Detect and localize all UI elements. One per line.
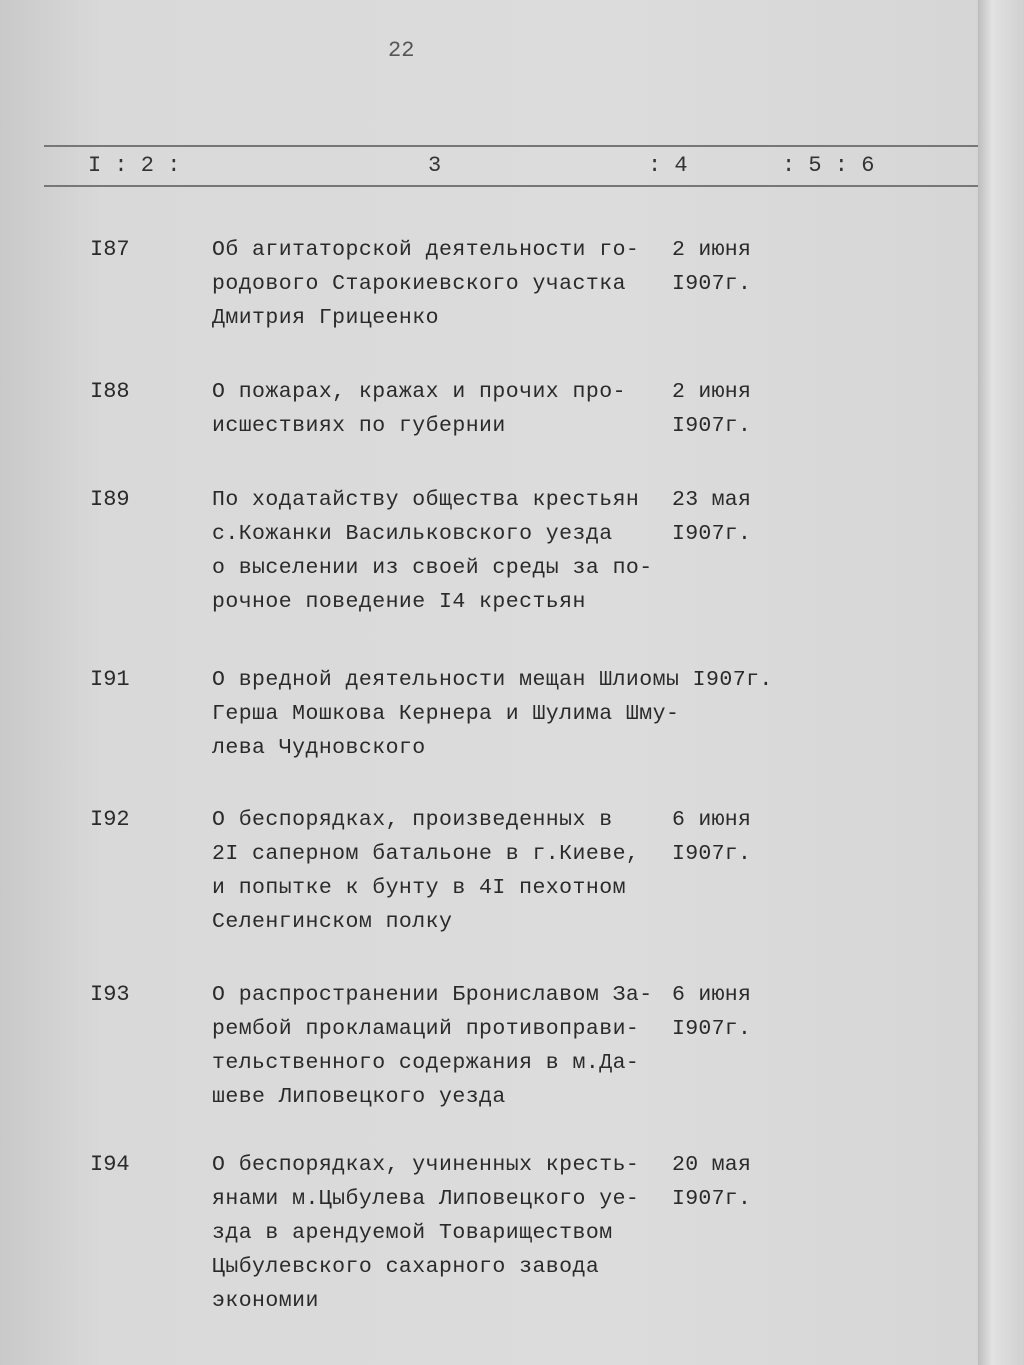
entry-description	[212, 375, 626, 443]
description-line: Дмитрия Грицеенко	[212, 306, 439, 330]
header-col-4: : 4	[648, 153, 688, 178]
description-line: зда в арендуемой Товариществом	[212, 1221, 613, 1245]
entry-date	[672, 233, 751, 301]
entry-number: I94	[90, 1152, 130, 1177]
header-rule-bottom	[44, 185, 978, 187]
description-line: Селенгинском полку	[212, 910, 453, 934]
entry-number: I89	[90, 487, 130, 512]
entry-description	[212, 663, 773, 765]
date-line: I907г.	[672, 522, 752, 546]
date-line: I907г.	[672, 272, 752, 296]
entry-date	[672, 978, 751, 1046]
description-line: тельственного содержания в м.Да-	[212, 1051, 640, 1075]
description-line: рочное поведение I4 крестьян	[212, 590, 586, 614]
entry-description	[212, 233, 639, 335]
description-line: о выселении из своей среды за по-	[212, 556, 653, 580]
description-line: О распространении Брониславом За-	[212, 983, 653, 1007]
date-line: 2 июня	[672, 380, 752, 404]
page-number: 22	[388, 38, 415, 63]
page-edge-shadow	[978, 0, 1024, 1365]
description-line: О вредной деятельности мещан Шлиомы I907г.	[212, 668, 773, 692]
date-line: I907г.	[672, 1017, 752, 1041]
description-line: О пожарах, кражах и прочих про-	[212, 380, 626, 404]
description-line: и попытке к бунту в 4I пехотном	[212, 876, 626, 900]
entry-number: I93	[90, 982, 130, 1007]
description-line: О беспорядках, учиненных кресть-	[212, 1153, 640, 1177]
header-col-3: 3	[428, 153, 442, 178]
description-line: Герша Мошкова Кернера и Шулима Шму-	[212, 702, 680, 726]
description-line: рембой прокламаций противоправи-	[212, 1017, 640, 1041]
entry-number: I91	[90, 667, 130, 692]
description-line: экономии	[212, 1289, 319, 1313]
entry-date	[672, 483, 751, 551]
description-line: с.Кожанки Васильковского уезда	[212, 522, 613, 546]
entry-description	[212, 1148, 639, 1318]
description-line: 2I саперном батальоне в г.Киеве,	[212, 842, 640, 866]
entry-date	[672, 375, 751, 443]
entry-description	[212, 803, 639, 939]
description-line: родового Старокиевского участка	[212, 272, 626, 296]
entry-date	[672, 803, 751, 871]
description-line: О беспорядках, произведенных в	[212, 808, 613, 832]
date-line: 6 июня	[672, 808, 752, 832]
header-rule-top	[44, 145, 978, 147]
date-line: 2 июня	[672, 238, 752, 262]
entry-number: I88	[90, 379, 130, 404]
description-line: Об агитаторской деятельности го-	[212, 238, 640, 262]
date-line: 6 июня	[672, 983, 752, 1007]
description-line: По ходатайству общества крестьян	[212, 488, 640, 512]
date-line: I907г.	[672, 842, 752, 866]
description-line: исшествиях по губернии	[212, 414, 506, 438]
entry-number: I87	[90, 237, 130, 262]
date-line: 23 мая	[672, 488, 752, 512]
entry-description	[212, 483, 653, 619]
description-line: лева Чудновского	[212, 736, 426, 760]
description-line: Цыбулевского сахарного завода	[212, 1255, 600, 1279]
entry-number: I92	[90, 807, 130, 832]
description-line: шеве Липовецкого уезда	[212, 1085, 506, 1109]
entry-description	[212, 978, 653, 1114]
date-line: I907г.	[672, 414, 752, 438]
entry-date	[672, 1148, 751, 1216]
date-line: I907г.	[672, 1187, 752, 1211]
date-line: 20 мая	[672, 1153, 752, 1177]
description-line: янами м.Цыбулева Липовецкого уе-	[212, 1187, 640, 1211]
header-col-5-6: : 5 : 6	[782, 153, 875, 178]
header-col-1-2: I : 2 :	[88, 153, 181, 178]
